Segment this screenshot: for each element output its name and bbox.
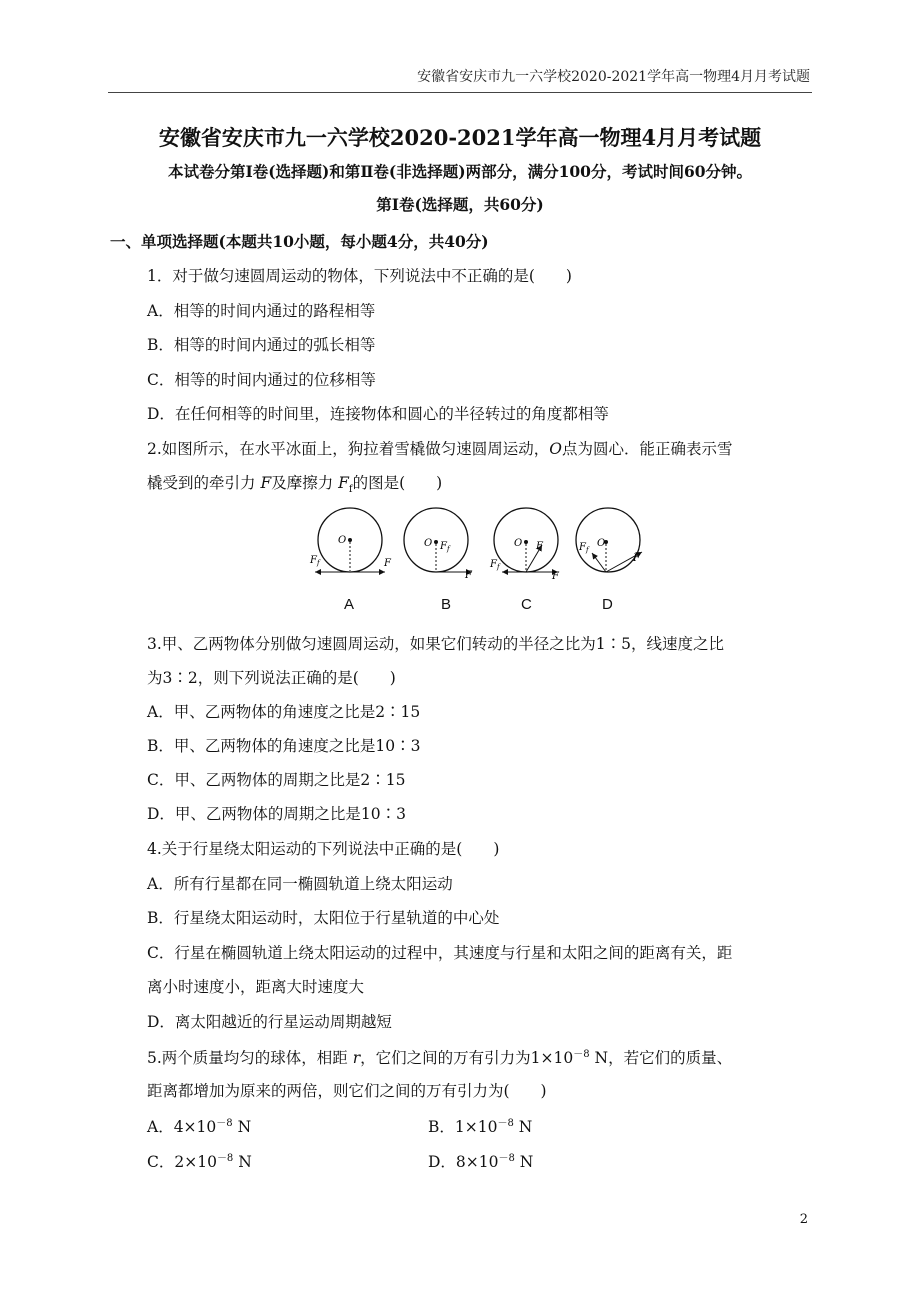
q5-option-c: C．$2\times 10^{-8}$ N (147, 1153, 252, 1172)
q1-option-b: B．相等的时间内通过的弧长相等 (147, 336, 376, 354)
svg-text:Ff: $F_f$ (440, 541, 450, 553)
q1-option-d: D．在任何相等的时间里，连接物体和圆心的半径转过的角度都相等 (147, 405, 609, 423)
svg-text:F: F (465, 570, 472, 581)
q1-stem: 1．对于做匀速圆周运动的物体，下列说法中不正确的是( ) (147, 267, 572, 285)
svg-text:O: O (514, 538, 523, 549)
page-number: 2 (799, 1212, 808, 1227)
running-header: 安徽省安庆市九一六学校2020-2021学年高一物理4月月考试题 (417, 69, 810, 85)
exam-instructions: 本试卷分第Ⅰ卷(选择题)和第Ⅱ卷(非选择题)两部分，满分100分，考试时间60分钟。 (167, 162, 753, 181)
svg-text:F: F (552, 571, 559, 582)
q4-option-b: B．行星绕太阳运动时，太阳位于行星轨道的中心处 (147, 909, 500, 927)
svg-text:F: F (536, 541, 543, 552)
q1-option-c: C．相等的时间内通过的位移相等 (147, 371, 376, 389)
svg-text:Ff: $F_f$ (310, 555, 320, 567)
svg-text:Ff: $F_f$ (579, 542, 589, 554)
volume-heading: 第Ⅰ卷(选择题，共60分) (376, 195, 544, 214)
svg-text:O: O (597, 538, 606, 549)
q2-stem-line1: 2.如图所示，在水平冰面上，狗拉着雪橇做匀速圆周运动，O点为圆心．能正确表示雪 (147, 440, 733, 458)
q2-stem-line2: 橇受到的牵引力 F及摩擦力 $F_f$的图是( ) (147, 474, 443, 496)
q5-option-d: D．$8\times 10^{-8}$ N (428, 1153, 534, 1172)
q5-stem-line2: 距离都增加为原来的两倍，则它们之间的万有引力为( ) (147, 1082, 547, 1100)
q5-option-a: A．$4\times 10^{-8}$ N (147, 1118, 252, 1137)
svg-text:F: F (633, 553, 640, 564)
q4-stem: 4.关于行星绕太阳运动的下列说法中正确的是( ) (147, 840, 500, 858)
q3-stem-line2: 为3∶2，则下列说法正确的是( ) (147, 669, 396, 687)
q2-diagram-a (309, 508, 392, 572)
q4-option-d: D．离太阳越近的行星运动周期越短 (147, 1013, 392, 1031)
q3-option-b: B．甲、乙两物体的角速度之比是10∶3 (147, 737, 421, 755)
q2-label-b: B (441, 596, 452, 613)
svg-text:Ff: $F_f$ (490, 559, 500, 571)
svg-text:O: O (424, 538, 433, 549)
q2-figure (300, 505, 660, 590)
q4-option-c-line1: C．行星在椭圆轨道上绕太阳运动的过程中，其速度与行星和太阳之间的距离有关，距 (147, 944, 733, 962)
q3-option-a: A．甲、乙两物体的角速度之比是2∶15 (147, 703, 421, 721)
q5-option-b: B．$1\times 10^{-8}$ N (428, 1118, 533, 1137)
q2-label-c: C (521, 596, 532, 613)
q4-option-a: A．所有行星都在同一椭圆轨道上绕太阳运动 (147, 875, 453, 893)
q2-diagram-c (489, 508, 560, 582)
q2-figure-svg (300, 505, 660, 590)
svg-text:F: F (384, 558, 391, 569)
header-rule (108, 92, 812, 93)
q3-option-c: C．甲、乙两物体的周期之比是2∶15 (147, 771, 406, 789)
q5-stem-line1: 5.两个质量均匀的球体，相距 r，它们之间的万有引力为$1\times 10^{-8}$ N，若它们的质量、 (147, 1049, 733, 1068)
q2-diagram-d (576, 508, 642, 572)
q3-stem-line1: 3.甲、乙两物体分别做匀速圆周运动，如果它们转动的半径之比为1∶5，线速度之比 (147, 635, 725, 653)
q2-label-a: A (344, 596, 355, 613)
q4-option-c-line2: 离小时速度小，距离大时速度大 (147, 978, 365, 996)
q2-a-center-label: O (338, 535, 347, 546)
q2-label-d: D (602, 596, 613, 613)
q1-option-a: A．相等的时间内通过的路程相等 (147, 302, 376, 320)
q2-diagram-b (404, 508, 473, 581)
section-heading: 一、单项选择题(本题共10小题，每小题4分，共40分) (110, 232, 489, 251)
page-title: 安徽省安庆市九一六学校2020-2021学年高一物理4月月考试题 (158, 125, 762, 150)
q3-option-d: D．甲、乙两物体的周期之比是10∶3 (147, 805, 407, 823)
